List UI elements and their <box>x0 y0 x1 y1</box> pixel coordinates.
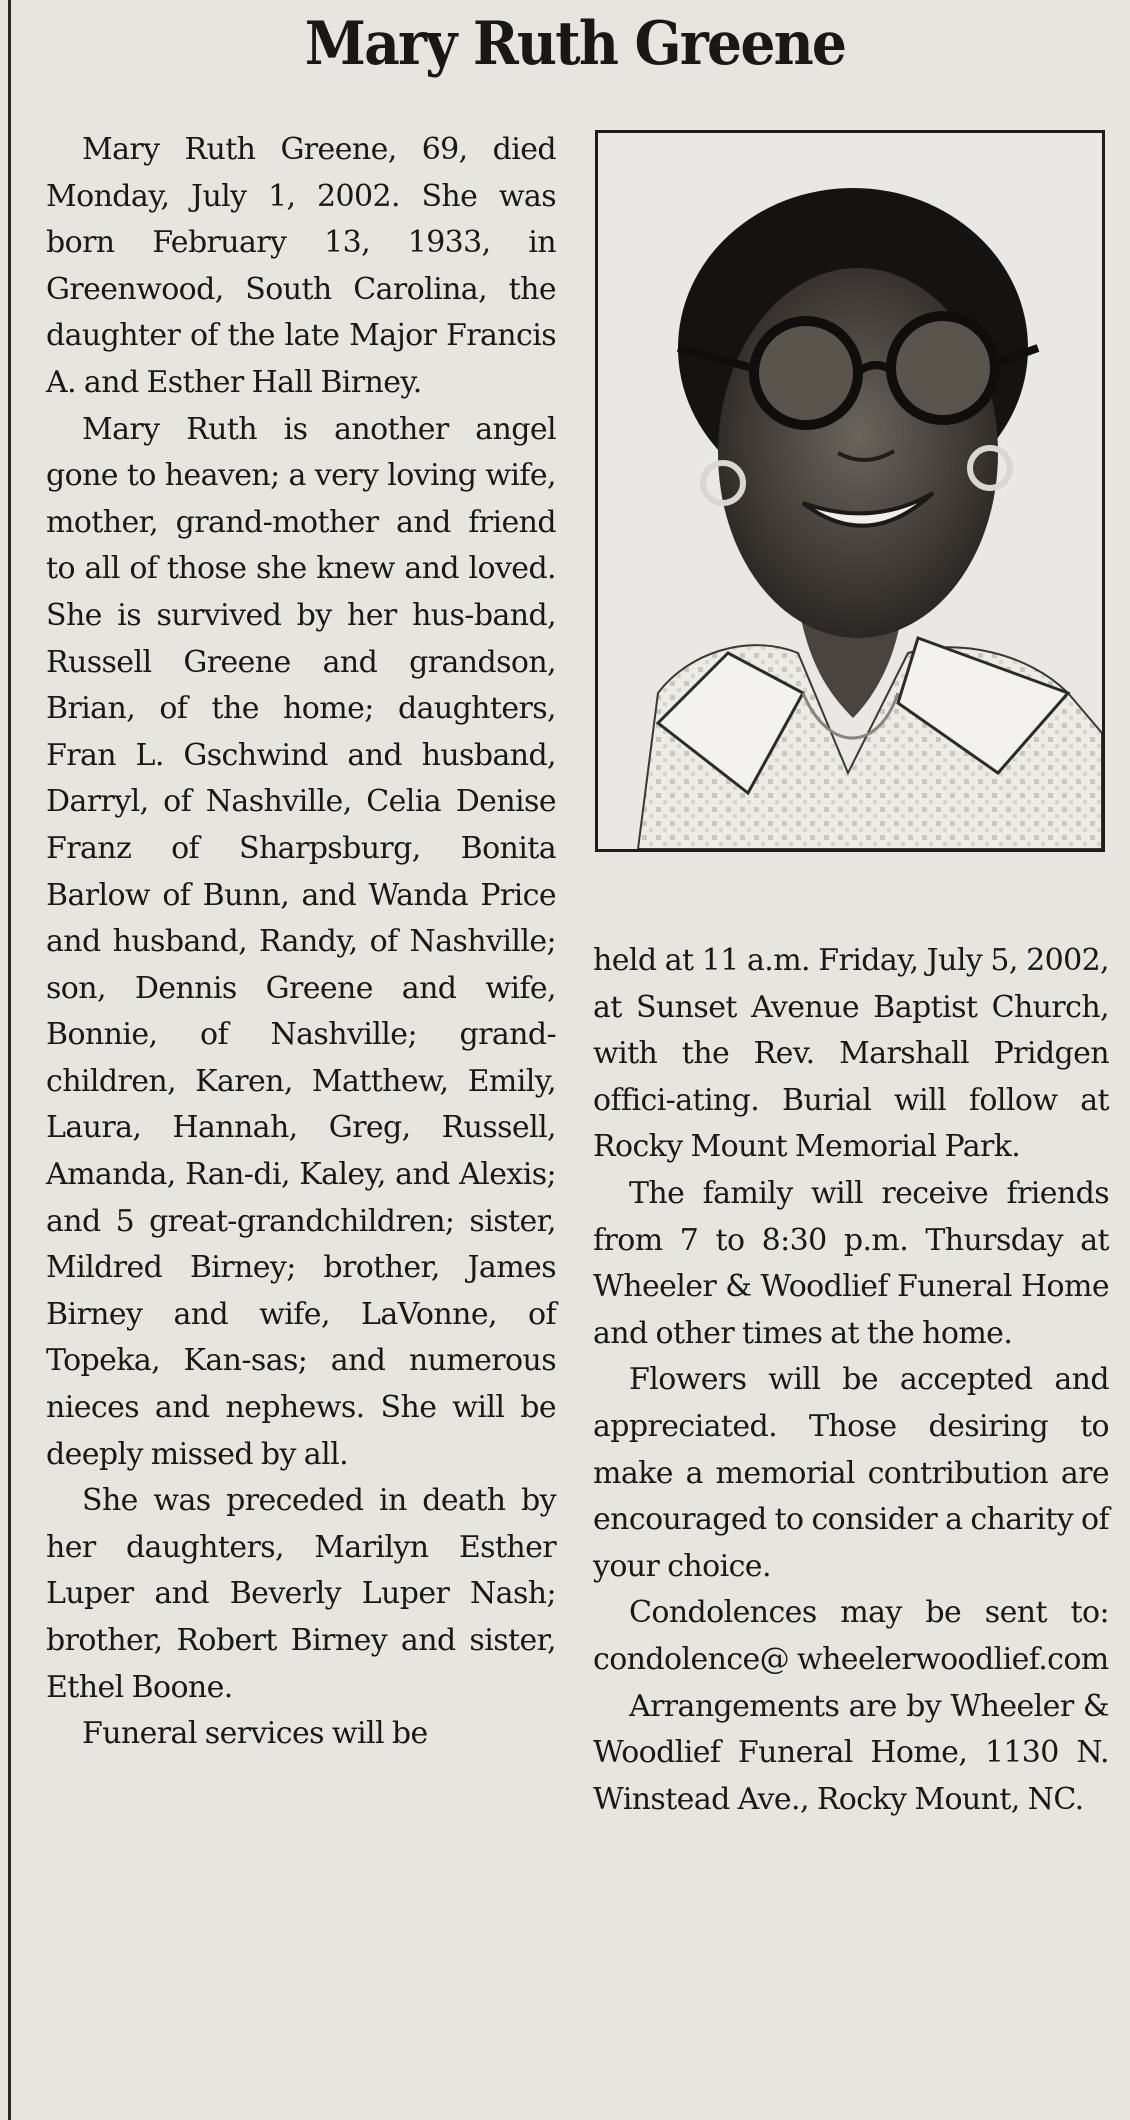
left-column-rule <box>8 0 11 2120</box>
right-column <box>593 938 1109 1823</box>
paragraph-intro: Mary Ruth Greene, 69, died Monday, July 1, 2002. She was born February 13, 1933, in Greenwood, South Carolina, the daughter of the late Major Francis A. and Esther Hall Birney. <box>46 132 556 400</box>
portrait-icon <box>598 133 1102 849</box>
paragraph-survivors: Mary Ruth is another angel gone to heaven; a very loving wife, mother, grand-mother and friend to all of those she knew and loved. She is survived by her hus-band, Russell Greene and grandson, Brian, of the home; daughters, Fran L. Gschwind and husband, Darryl, of Nashville, Celia Denise Franz of Sharpsburg, Bonita Barlow of Bunn, and Wanda Price and husband, Randy, of Nashville; son, Dennis Greene and wife, Bonnie, of Nashville; grand-children, Karen, Matthew, Emily, Laura, Hannah, Greg, Russell, Amanda, Ran-di, Kaley, and Alexis; and 5 great-grandchildren; sister, Mildred Birney; brother, James Birney and wife, LaVonne, of Topeka, Kan-sas; and numerous nieces and nephews. She will be deeply missed by all. <box>46 411 556 1472</box>
paragraph-preceded: She was preceded in death by her daughters, Marilyn Esther Luper and Beverly Luper Nash; brother, Robert Birney and sister, Ethel Boone. <box>46 1483 556 1705</box>
paragraph-services-start: Funeral services will be <box>82 1716 428 1752</box>
paragraph-condolences: Condolences may be sent to: condolence@ wheelerwoodlief.com <box>593 1595 1109 1677</box>
paragraph-visitation: The family will receive friends from 7 to 8:30 p.m. Thursday at Wheeler & Woodlief Funeral Home and other times at the home. <box>593 1175 1109 1351</box>
paragraph-services-cont: held at 11 a.m. Friday, July 5, 2002, at Sunset Avenue Baptist Church, with the Rev. Marshall Pridgen offici-ating. Burial will follow at Rocky Mount Memorial Park. <box>593 943 1109 1165</box>
left-column <box>46 127 556 1758</box>
paragraph-arrangements: Arrangements are by Wheeler & Woodlief Funeral Home, 1130 N. Winstead Ave., Rocky Mount, NC. <box>593 1688 1109 1817</box>
paragraph-flowers: Flowers will be accepted and appreciated. Those desiring to make a memorial contribution are encouraged to consider a charity of your choice. <box>593 1362 1109 1584</box>
portrait-photo <box>595 130 1105 852</box>
obituary-title: Mary Ruth Greene <box>304 9 846 79</box>
